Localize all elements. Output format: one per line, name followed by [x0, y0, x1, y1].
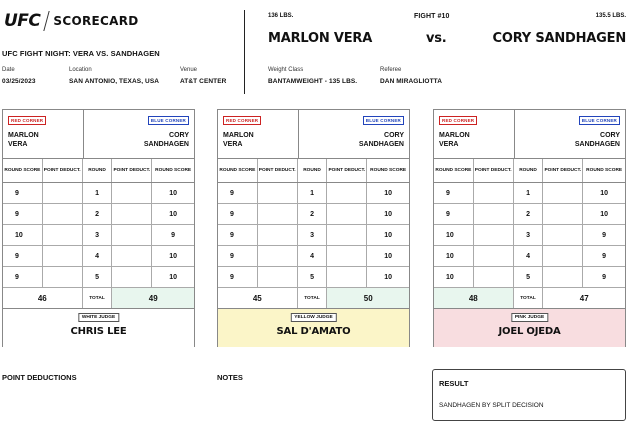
red-round-score: 10	[3, 225, 43, 245]
red-fighter-name: MARLON VERA	[268, 31, 373, 46]
judge-panel	[434, 309, 625, 347]
referee-label: Referee	[380, 67, 402, 73]
blue-first-name: CORY	[600, 132, 620, 139]
red-point-deduct	[474, 267, 514, 287]
red-fighter	[439, 131, 470, 149]
col-red-point-deduct: POINT DEDUCT.	[474, 159, 514, 182]
event-title: UFC FIGHT NIGHT: VERA VS. SANDHAGEN	[2, 49, 160, 58]
round-row	[434, 204, 625, 225]
blue-point-deduct	[543, 183, 583, 203]
score-grid	[218, 159, 409, 309]
judge-name: JOEL OJEDA	[498, 326, 561, 337]
red-total: 48	[434, 288, 514, 308]
red-round-score: 9	[3, 267, 43, 287]
round-number: 4	[514, 246, 544, 266]
red-round-score: 9	[218, 267, 258, 287]
red-point-deduct	[474, 225, 514, 245]
red-round-score: 10	[434, 225, 474, 245]
score-header-row	[218, 159, 409, 183]
blue-point-deduct	[112, 204, 152, 224]
blue-total: 50	[327, 288, 409, 308]
ufc-logo: UFC	[4, 11, 41, 31]
blue-first-name: CORY	[169, 132, 189, 139]
total-label: TOTAL	[298, 288, 328, 308]
red-point-deduct	[43, 246, 83, 266]
corner-divider	[298, 110, 299, 159]
red-last-name: VERA	[8, 141, 28, 148]
total-row	[434, 288, 625, 309]
red-round-score: 10	[434, 246, 474, 266]
blue-weight: 135.5 LBS.	[595, 13, 626, 19]
red-fighter	[8, 131, 39, 149]
round-row	[218, 183, 409, 204]
notes-heading: NOTES	[217, 373, 243, 382]
fighters-header	[3, 110, 194, 159]
red-round-score: 9	[3, 183, 43, 203]
round-row	[434, 183, 625, 204]
weight-class-value: BANTAMWEIGHT - 135 LBS.	[268, 78, 358, 85]
blue-round-score: 10	[169, 252, 178, 260]
red-point-deduct	[258, 225, 298, 245]
referee-value: DAN MIRAGLIOTTA	[380, 78, 443, 85]
blue-round-score: 10	[169, 189, 178, 197]
blue-last-name: SANDHAGEN	[143, 141, 189, 148]
blue-fighter	[575, 131, 620, 149]
blue-total: 49	[112, 288, 194, 308]
ufc-scorecard-logo	[4, 10, 154, 32]
judge-panel	[3, 309, 194, 347]
red-point-deduct	[43, 225, 83, 245]
round-row	[218, 204, 409, 225]
red-first-name: MARLON	[223, 132, 254, 139]
round-number: 5	[83, 267, 113, 287]
blue-round-score: 10	[600, 189, 609, 197]
red-point-deduct	[258, 267, 298, 287]
weight-class-label: Weight Class	[268, 67, 304, 73]
blue-round-score: 10	[384, 231, 393, 239]
judge-name: SAL D'AMATO	[276, 326, 351, 337]
blue-point-deduct	[327, 183, 367, 203]
red-point-deduct	[258, 183, 298, 203]
blue-point-deduct	[543, 204, 583, 224]
round-row	[3, 225, 194, 246]
red-round-score: 9	[218, 246, 258, 266]
blue-corner-badge: BLUE CORNER	[148, 116, 189, 125]
blue-fighter	[359, 131, 404, 149]
point-deductions-heading: POINT DEDUCTIONS	[2, 373, 77, 382]
red-point-deduct	[474, 204, 514, 224]
round-row	[218, 225, 409, 246]
round-row	[3, 183, 194, 204]
result-label: RESULT	[439, 379, 469, 388]
blue-point-deduct	[327, 246, 367, 266]
judge-name: CHRIS LEE	[70, 326, 127, 337]
fighters-header	[218, 110, 409, 159]
logo-divider	[44, 11, 50, 31]
red-corner-badge: RED CORNER	[223, 116, 261, 125]
vs-label: vs.	[426, 31, 447, 46]
col-red-round-score: ROUND SCORE	[3, 159, 43, 182]
col-blue-point-deduct: POINT DEDUCT.	[327, 159, 367, 182]
date-value: 03/25/2023	[2, 78, 36, 85]
red-total: 45	[218, 288, 298, 308]
location-value: SAN ANTONIO, TEXAS, USA	[69, 78, 160, 85]
blue-point-deduct	[112, 246, 152, 266]
round-number: 1	[514, 183, 544, 203]
round-number: 2	[298, 204, 328, 224]
red-round-score: 9	[218, 204, 258, 224]
blue-corner-badge: BLUE CORNER	[579, 116, 620, 125]
red-point-deduct	[474, 246, 514, 266]
scorecard-2	[217, 109, 410, 347]
blue-last-name: SANDHAGEN	[358, 141, 404, 148]
blue-round-score: 10	[600, 210, 609, 218]
red-fighter	[223, 131, 254, 149]
corner-divider	[83, 110, 84, 159]
red-round-score: 9	[3, 204, 43, 224]
col-red-round-score: ROUND SCORE	[218, 159, 258, 182]
blue-point-deduct	[327, 225, 367, 245]
blue-first-name: CORY	[384, 132, 404, 139]
red-point-deduct	[258, 246, 298, 266]
result-value: SANDHAGEN BY SPLIT DECISION	[439, 402, 544, 409]
col-blue-point-deduct: POINT DEDUCT.	[112, 159, 152, 182]
total-row	[218, 288, 409, 309]
score-grid	[3, 159, 194, 309]
red-corner-badge: RED CORNER	[439, 116, 477, 125]
round-number: 2	[514, 204, 544, 224]
round-number: 1	[83, 183, 113, 203]
scorecard-3	[433, 109, 626, 347]
blue-round-score: 9	[602, 231, 607, 239]
blue-round-score: 10	[169, 273, 178, 281]
blue-point-deduct	[112, 267, 152, 287]
blue-total: 47	[579, 293, 589, 303]
red-last-name: VERA	[223, 141, 243, 148]
blue-point-deduct	[112, 225, 152, 245]
round-number: 3	[514, 225, 544, 245]
round-row	[434, 267, 625, 288]
col-blue-round-score: ROUND SCORE	[586, 167, 623, 173]
score-grid	[434, 159, 625, 309]
red-point-deduct	[474, 183, 514, 203]
fighters-header	[434, 110, 625, 159]
red-round-score: 9	[218, 183, 258, 203]
red-first-name: MARLON	[8, 132, 39, 139]
col-blue-round-score: ROUND SCORE	[370, 167, 407, 173]
col-round: ROUND	[514, 159, 544, 182]
red-total: 46	[3, 288, 83, 308]
judge-panel	[218, 309, 409, 347]
venue-label: Venue	[180, 67, 198, 73]
blue-round-score: 10	[384, 273, 393, 281]
round-row	[3, 246, 194, 267]
col-red-point-deduct: POINT DEDUCT.	[258, 159, 298, 182]
round-row	[3, 267, 194, 288]
red-point-deduct	[43, 267, 83, 287]
round-row	[218, 246, 409, 267]
red-round-score: 9	[218, 225, 258, 245]
col-round: ROUND	[298, 159, 328, 182]
judge-badge: YELLOW JUDGE	[290, 313, 336, 322]
red-corner-badge: RED CORNER	[8, 116, 46, 125]
red-round-score: 10	[434, 267, 474, 287]
location-label: Location	[69, 67, 92, 73]
red-round-score: 9	[3, 246, 43, 266]
judge-badge: WHITE JUDGE	[78, 313, 119, 322]
total-label: TOTAL	[83, 288, 113, 308]
blue-point-deduct	[543, 225, 583, 245]
round-number: 1	[298, 183, 328, 203]
round-number: 5	[514, 267, 544, 287]
scorecard-title: SCORECARD	[53, 14, 139, 28]
blue-round-score: 10	[384, 252, 393, 260]
red-round-score: 9	[434, 183, 474, 203]
round-number: 3	[298, 225, 328, 245]
red-round-score: 9	[434, 204, 474, 224]
blue-point-deduct	[327, 204, 367, 224]
red-weight: 136 LBS.	[268, 13, 294, 19]
round-number: 2	[83, 204, 113, 224]
col-round: ROUND	[83, 159, 113, 182]
corner-divider	[514, 110, 515, 159]
blue-round-score: 9	[602, 252, 607, 260]
total-label: TOTAL	[514, 288, 544, 308]
round-number: 4	[298, 246, 328, 266]
blue-fighter	[144, 131, 189, 149]
round-row	[434, 225, 625, 246]
round-number: 4	[83, 246, 113, 266]
blue-point-deduct	[112, 183, 152, 203]
blue-last-name: SANDHAGEN	[574, 141, 620, 148]
blue-round-score: 10	[384, 210, 393, 218]
round-number: 3	[83, 225, 113, 245]
header-divider	[244, 10, 245, 94]
blue-round-score: 10	[169, 210, 178, 218]
red-first-name: MARLON	[439, 132, 470, 139]
date-label: Date	[2, 67, 15, 73]
score-header-row	[434, 159, 625, 183]
round-number: 5	[298, 267, 328, 287]
score-header-row	[3, 159, 194, 183]
blue-point-deduct	[327, 267, 367, 287]
blue-round-score: 9	[171, 231, 176, 239]
result-box	[432, 369, 626, 421]
blue-point-deduct	[543, 267, 583, 287]
blue-corner-badge: BLUE CORNER	[363, 116, 404, 125]
red-point-deduct	[258, 204, 298, 224]
blue-round-score: 10	[384, 189, 393, 197]
red-point-deduct	[43, 204, 83, 224]
col-blue-point-deduct: POINT DEDUCT.	[543, 159, 583, 182]
venue-value: AT&T CENTER	[180, 78, 227, 85]
round-row	[434, 246, 625, 267]
fight-number: FIGHT #10	[414, 13, 450, 20]
red-last-name: VERA	[439, 141, 459, 148]
blue-round-score: 9	[602, 273, 607, 281]
blue-point-deduct	[543, 246, 583, 266]
total-row	[3, 288, 194, 309]
round-row	[3, 204, 194, 225]
round-row	[218, 267, 409, 288]
red-point-deduct	[43, 183, 83, 203]
col-red-round-score: ROUND SCORE	[434, 159, 474, 182]
col-blue-round-score: ROUND SCORE	[155, 167, 192, 173]
judge-badge: PINK JUDGE	[511, 313, 548, 322]
col-red-point-deduct: POINT DEDUCT.	[43, 159, 83, 182]
blue-fighter-name: CORY SANDHAGEN	[492, 31, 626, 46]
scorecard-1	[2, 109, 195, 347]
